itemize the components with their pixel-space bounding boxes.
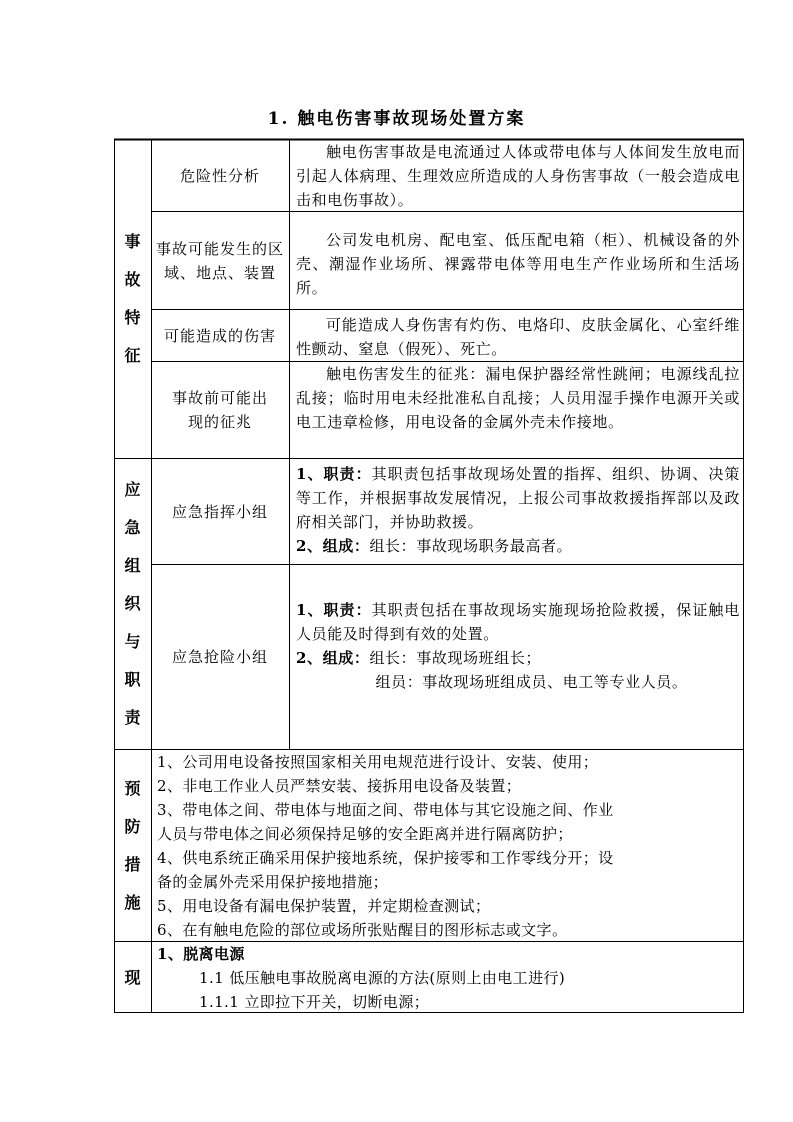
prevention-measures [157,750,743,942]
label-char: 织 [124,594,141,613]
procedure-line: 1.1.1 立即拉下开关，切断电源； [199,993,430,1011]
composition-text: 组长：事故现场班组长； [369,649,542,667]
rescue-composition [296,646,740,670]
onsite-procedure [157,942,743,1014]
measure-line: 2、非电工作业人员严禁安装、接拆用电设备及装置； [157,777,522,795]
section-label-organization [114,459,151,749]
label-char: 特 [124,308,141,327]
row-label-possible-harm: 可能造成的伤害 [163,326,276,345]
label-char: 事 [124,232,141,251]
measure-line: 1、公司用电设备按照国家相关用电规范进行设计、安装、使用； [157,753,599,771]
measure-line: 6、在有触电危险的部位或场所张贴醒目的图形标志或文字。 [157,921,568,939]
composition-heading: 2、组成： [296,537,370,555]
measure-line: 人员与带电体之间必须保持足够的安全距离并进行隔离防护； [157,825,573,843]
label-char: 组 [124,556,141,575]
duty-text: 其职责包括在事故现场实施现场抢险救援，保证触电人员能及时得到有效的处置。 [296,601,741,643]
duty-text: 其职责包括事故现场处置的指挥、组织、协调、决策等工作，并根据事故发展情况，上报公司事故救援指挥部以及政府相关部门，并协助救援。 [296,465,741,531]
command-composition [296,534,740,558]
measure-line: 备的金属外壳采用保护接地措施； [157,873,389,891]
label-char: 施 [124,892,141,912]
row-label-command-group: 应急指挥小组 [171,502,268,521]
label-char: 措 [124,854,141,874]
label-char: 急 [124,518,141,537]
procedure-line: 1.1 低压触电事故脱离电源的方法(原则上由电工进行) [199,969,566,987]
row-text-area: 公司发电机房、配电室、低压配电箱（柜）、机械设备的外壳、潮湿作业场所、裸露带电体等用电生产作业场所和生活场所。 [296,231,740,297]
label-char: 现 [124,968,141,987]
rescue-duty [296,598,740,646]
rescue-members: 组员：事故现场班组成员、电工等专业人员。 [375,673,688,691]
section-label-features [114,139,151,459]
row-text-command-group [296,462,740,558]
duty-heading: 1、职责： [296,465,372,483]
command-duty [296,462,740,534]
measure-line: 4、供电系统正确采用保护接地系统，保护接零和工作零线分开；设 [157,849,614,867]
duty-heading: 1、职责： [296,601,372,619]
row-text-rescue-group [296,598,740,694]
section-label-onsite [114,942,151,1014]
composition-text: 组长：事故现场职务最高者。 [369,537,573,555]
row-label-rescue-group: 应急抢险小组 [171,648,268,666]
measure-line: 3、带电体之间、带电体与地面之间、带电体与其它设施之间、作业 [157,801,614,819]
section-label-prevention [114,750,151,941]
label-char: 防 [124,816,141,836]
label-char: 责 [124,708,141,727]
label-char: 预 [124,778,141,798]
measure-line: 5、用电设备有漏电保护装置，并定期检查测试； [157,897,491,915]
composition-heading: 2、组成： [296,649,370,667]
row-label-hazard-analysis: 危险性分析 [179,166,260,185]
procedure-heading: 1、脱离电源 [157,945,245,963]
row-label-area: 事故可能发生的区域、地点、装置 [155,239,284,282]
row-label-precursor: 事故前可能出现的征兆 [171,389,268,431]
page-title: 1. 触电伤害事故现场处置方案 [267,109,526,129]
label-char: 故 [124,270,141,289]
label-char: 征 [124,346,141,365]
label-char: 应 [124,480,141,499]
label-char: 职 [124,670,141,689]
row-text-possible-harm: 可能造成人身伤害有灼伤、电烙印、皮肤金属化、心室纤维性颤动、窒息（假死）、死亡。 [296,316,740,358]
row-text-precursor: 触电伤害发生的征兆：漏电保护器经常性跳闸；电源线乱拉乱接；临时用电未经批准私自乱接；人员用湿手操作电源开关或电工违章检修，用电设备的金属外壳未作接地。 [296,365,740,431]
label-char: 与 [124,632,141,651]
row-text-hazard-analysis: 触电伤害事故是电流通过人体或带电体与人体间发生放电而引起人体病理、生理效应所造成的人身伤害事故（一般会造成电击和电伤事故）。 [296,143,740,209]
